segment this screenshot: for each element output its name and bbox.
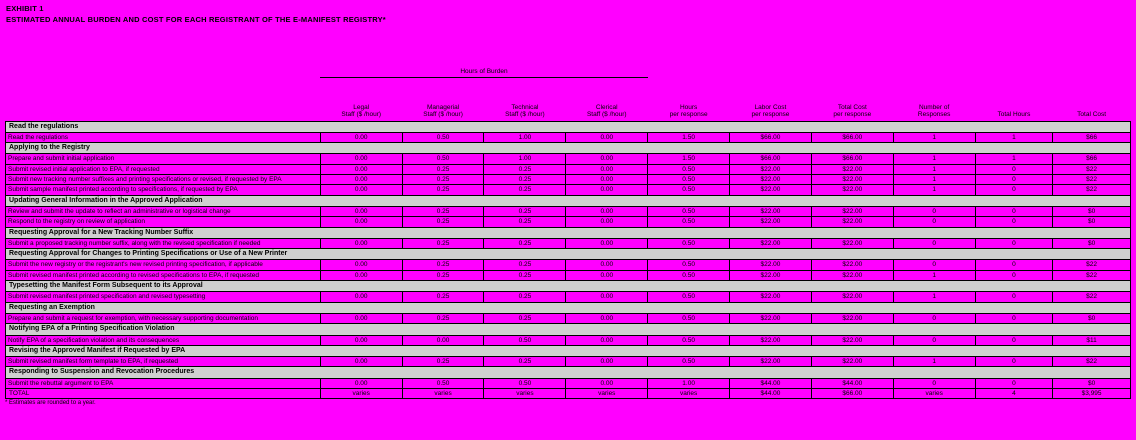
table-cell: 0.00 xyxy=(566,357,648,367)
table-cell: 0 xyxy=(975,175,1053,185)
table-section-label: Requesting Approval for a New Tracking Number Suffix xyxy=(6,227,1131,238)
table-cell: 0.00 xyxy=(566,292,648,302)
span-header-spacer-right xyxy=(648,34,1131,77)
table-row-label: Submit a proposed tracking number suffix, along with the revised specification if needed xyxy=(6,238,321,248)
table-row-label: Submit revised manifest printed according to revised specifications to EPA, if requested xyxy=(6,270,321,280)
table-cell: 0 xyxy=(975,238,1053,248)
column-header-row xyxy=(6,77,1131,121)
table-head xyxy=(6,34,1131,121)
table-cell: $3,995 xyxy=(1053,389,1131,399)
table-cell: 0.00 xyxy=(566,270,648,280)
table-cell: 1 xyxy=(893,175,975,185)
table-row xyxy=(6,206,1131,216)
table-cell: 0.25 xyxy=(402,313,484,323)
table-cell: 1 xyxy=(975,154,1053,164)
table-cell: $22 xyxy=(1053,292,1131,302)
table-row-label: Submit revised manifest form template to EPA, if requested xyxy=(6,357,321,367)
table-cell: 0.50 xyxy=(648,357,730,367)
exhibit-label: EXHIBIT 1 xyxy=(6,4,44,13)
table-cell: 1 xyxy=(893,164,975,174)
table-row-label: Notify EPA of a specification violation and its consequences xyxy=(6,335,321,345)
title-block xyxy=(0,0,1136,24)
table-cell: 0.00 xyxy=(566,132,648,142)
table-row-label: Submit new tracking number suffixes and printing specifications or revised, if requested by EPA xyxy=(6,175,321,185)
table-cell: 0.00 xyxy=(566,185,648,195)
table-cell: 0.00 xyxy=(566,238,648,248)
table-row xyxy=(6,238,1131,248)
table-cell: $0 xyxy=(1053,238,1131,248)
table-cell: $22.00 xyxy=(730,292,812,302)
table-cell: $22.00 xyxy=(730,357,812,367)
table-cell: 1 xyxy=(893,292,975,302)
table-cell: 0 xyxy=(975,185,1053,195)
table-cell: 0.50 xyxy=(648,292,730,302)
table-cell: $22.00 xyxy=(730,260,812,270)
table-cell: $22.00 xyxy=(811,292,893,302)
table-cell: 0.25 xyxy=(484,313,566,323)
table-cell: 0.25 xyxy=(484,185,566,195)
table-cell: 0.25 xyxy=(484,238,566,248)
col-header-number-of-responses: Number of Responses xyxy=(917,103,951,119)
table-cell: 0.25 xyxy=(484,292,566,302)
table-cell: 0.50 xyxy=(648,217,730,227)
table-cell: $22.00 xyxy=(811,175,893,185)
table-cell: 0.50 xyxy=(402,378,484,388)
table-section-label: Typesetting the Manifest Form Subsequent to its Approval xyxy=(6,281,1131,292)
table-cell: $22.00 xyxy=(730,335,812,345)
table-cell: 0.50 xyxy=(648,206,730,216)
table-cell: 1.00 xyxy=(648,378,730,388)
table-row-label: Submit sample manifest printed according to specifications, if requested by EPA xyxy=(6,185,321,195)
table-section-row xyxy=(6,195,1131,206)
table-cell: $22 xyxy=(1053,270,1131,280)
table-cell: 0 xyxy=(893,378,975,388)
table-row-label: Read the regulations xyxy=(6,132,321,142)
table-cell: 0.25 xyxy=(402,270,484,280)
table-cell: $44.00 xyxy=(811,378,893,388)
table-cell: 0.50 xyxy=(648,164,730,174)
table-cell: $22.00 xyxy=(730,270,812,280)
table-cell: $0 xyxy=(1053,206,1131,216)
table-cell: varies xyxy=(484,389,566,399)
table-cell: $66.00 xyxy=(811,132,893,142)
table-cell: 0.25 xyxy=(484,175,566,185)
table-cell: 0.25 xyxy=(484,217,566,227)
table-row xyxy=(6,313,1131,323)
table-cell: 0.25 xyxy=(402,260,484,270)
table-row xyxy=(6,154,1131,164)
table-section-label: Applying to the Registry xyxy=(6,143,1131,154)
table-cell: 0.00 xyxy=(566,175,648,185)
table-cell: 0.50 xyxy=(648,313,730,323)
table-cell: varies xyxy=(320,389,402,399)
table-cell: 0 xyxy=(893,206,975,216)
table-cell: $22.00 xyxy=(811,357,893,367)
table-cell: $22.00 xyxy=(811,313,893,323)
table-footnote: * Estimates are rounded to a year. xyxy=(5,400,96,407)
table-cell: 0.00 xyxy=(566,164,648,174)
table-cell: 1 xyxy=(893,154,975,164)
table-cell: varies xyxy=(566,389,648,399)
table-cell: $66 xyxy=(1053,154,1131,164)
table-cell: 1 xyxy=(893,185,975,195)
table-body xyxy=(6,121,1131,399)
table-cell: 0.00 xyxy=(320,175,402,185)
table-row xyxy=(6,292,1131,302)
table-cell: $22 xyxy=(1053,185,1131,195)
table-section-row xyxy=(6,345,1131,356)
table-cell: $22.00 xyxy=(730,185,812,195)
document-subtitle: ESTIMATED ANNUAL BURDEN AND COST FOR EACH REGISTRANT OF THE E-MANIFEST REGISTRY* xyxy=(6,15,386,24)
table-cell: 0.25 xyxy=(484,260,566,270)
table-cell: 1 xyxy=(893,132,975,142)
table-section-label: Requesting an Exemption xyxy=(6,302,1131,313)
table-cell: 0 xyxy=(975,270,1053,280)
col-header-activity xyxy=(6,77,321,121)
table-cell: 0.50 xyxy=(648,175,730,185)
table-row-label: Prepare and submit initial application xyxy=(6,154,321,164)
table-row-label: Submit the rebuttal argument to EPA xyxy=(6,378,321,388)
table-cell: 0.25 xyxy=(402,292,484,302)
table-section-row xyxy=(6,281,1131,292)
table-cell: 0.00 xyxy=(320,292,402,302)
table-cell: 0.50 xyxy=(484,378,566,388)
table-cell: 4 xyxy=(975,389,1053,399)
table-cell: 0.25 xyxy=(484,357,566,367)
table-row xyxy=(6,132,1131,142)
table-cell: 0 xyxy=(975,313,1053,323)
table-cell: 0.25 xyxy=(402,217,484,227)
table-cell: $66.00 xyxy=(811,389,893,399)
table-cell: 0.50 xyxy=(648,185,730,195)
table-cell: 0.50 xyxy=(648,238,730,248)
table-cell: 1.50 xyxy=(648,132,730,142)
table-cell: 0.25 xyxy=(402,357,484,367)
table-cell: 1 xyxy=(975,132,1053,142)
table-cell: $22.00 xyxy=(811,238,893,248)
table-cell: $66 xyxy=(1053,132,1131,142)
table-row xyxy=(6,378,1131,388)
table-row xyxy=(6,164,1131,174)
table-cell: $0 xyxy=(1053,378,1131,388)
table-row xyxy=(6,185,1131,195)
table-cell: varies xyxy=(648,389,730,399)
table-cell: $66.00 xyxy=(811,154,893,164)
table-section-label: Revising the Approved Manifest if Requested by EPA xyxy=(6,345,1131,356)
table-cell: $22.00 xyxy=(730,175,812,185)
table-cell: $22 xyxy=(1053,175,1131,185)
table-cell: 0.00 xyxy=(320,335,402,345)
table-cell: $22.00 xyxy=(811,217,893,227)
table-section-row xyxy=(6,121,1131,132)
table-row xyxy=(6,335,1131,345)
table-row-label: Submit revised initial application to EPA, if requested xyxy=(6,164,321,174)
table-cell: 0.00 xyxy=(320,238,402,248)
table-row xyxy=(6,217,1131,227)
table-cell: $22.00 xyxy=(811,260,893,270)
table-cell: 0 xyxy=(975,357,1053,367)
table-row-label: Respond to the registry on review of application xyxy=(6,217,321,227)
table-cell: $0 xyxy=(1053,313,1131,323)
table-cell: 0.25 xyxy=(402,206,484,216)
table-cell: $22.00 xyxy=(730,217,812,227)
table-cell: 0.00 xyxy=(320,260,402,270)
table-cell: 0.00 xyxy=(320,206,402,216)
table-cell: $0 xyxy=(1053,217,1131,227)
table-cell: 1.00 xyxy=(484,132,566,142)
table-cell: 0.50 xyxy=(648,335,730,345)
table-cell: 0.00 xyxy=(320,313,402,323)
table-cell: 0.00 xyxy=(566,378,648,388)
col-header-total-cost-per-response: Total Cost per response xyxy=(833,103,872,119)
table-cell: 0 xyxy=(975,292,1053,302)
table-cell: 0.50 xyxy=(484,335,566,345)
table-cell: 0.00 xyxy=(566,154,648,164)
table-cell: 1 xyxy=(893,357,975,367)
table-cell: 0.25 xyxy=(402,238,484,248)
table-cell: 0.50 xyxy=(402,132,484,142)
col-header-technical: Technical Staff ($ /hour) xyxy=(505,103,545,119)
table-cell: $22.00 xyxy=(811,206,893,216)
burden-cost-table xyxy=(5,34,1131,399)
col-header-total-hours: Total Hours xyxy=(997,111,1031,119)
table-cell: 0.00 xyxy=(320,164,402,174)
table-cell: 0.00 xyxy=(566,335,648,345)
table-cell: $22 xyxy=(1053,357,1131,367)
col-header-legal: Legal Staff ($ /hour) xyxy=(341,103,382,119)
col-header-hours-per-response: Hours per response xyxy=(669,103,708,119)
table-cell: 0 xyxy=(893,260,975,270)
table-section-row xyxy=(6,324,1131,335)
table-cell: 0.00 xyxy=(566,313,648,323)
table-cell: 0.50 xyxy=(648,270,730,280)
table-section-label: Read the regulations xyxy=(6,121,1131,132)
table-cell: $22.00 xyxy=(730,206,812,216)
table-cell: 0.00 xyxy=(566,260,648,270)
table-cell: $22.00 xyxy=(730,238,812,248)
col-header-managerial: Managerial Staff ($ /hour) xyxy=(423,103,463,119)
table-cell: 0 xyxy=(893,313,975,323)
table-cell: 0 xyxy=(975,335,1053,345)
table-cell: 0.00 xyxy=(320,185,402,195)
table-cell: 0.25 xyxy=(484,206,566,216)
table-row-label: TOTAL xyxy=(6,389,321,399)
table-cell: 0 xyxy=(975,164,1053,174)
table-cell: $22.00 xyxy=(730,313,812,323)
table-section-row xyxy=(6,302,1131,313)
table-cell: $22 xyxy=(1053,260,1131,270)
table-section-row xyxy=(6,249,1131,260)
table-row-label: Review and submit the update to reflect an administrative or logistical change xyxy=(6,206,321,216)
table-section-row xyxy=(6,227,1131,238)
table-cell: 0 xyxy=(893,335,975,345)
table-cell: $66.00 xyxy=(730,132,812,142)
table-cell: 0.00 xyxy=(566,217,648,227)
table-section-label: Requesting Approval for Changes to Printing Specifications or Use of a New Printer xyxy=(6,249,1131,260)
table-row-label: Submit revised manifest printed specification and revised typesetting xyxy=(6,292,321,302)
table-cell: $44.00 xyxy=(730,389,812,399)
table-cell: $22.00 xyxy=(730,164,812,174)
table-cell: $22 xyxy=(1053,164,1131,174)
table-cell: 0.00 xyxy=(320,132,402,142)
table-cell: 0.00 xyxy=(320,217,402,227)
col-header-total-cost: Total Cost xyxy=(1077,111,1107,119)
span-header-spacer xyxy=(6,34,321,77)
table-row xyxy=(6,357,1131,367)
table-row-label: Submit the new registry or the registrant's new revised printing specification, if applicable xyxy=(6,260,321,270)
table-cell: 0 xyxy=(975,260,1053,270)
table-cell: 0.25 xyxy=(402,164,484,174)
table-row xyxy=(6,270,1131,280)
table-cell: $22.00 xyxy=(811,270,893,280)
table-cell: $22.00 xyxy=(811,335,893,345)
table-section-row xyxy=(6,367,1131,378)
table-cell: 0.50 xyxy=(648,260,730,270)
table-cell: 0.25 xyxy=(484,270,566,280)
table-total-row xyxy=(6,389,1131,399)
table-section-label: Notifying EPA of a Printing Specification Violation xyxy=(6,324,1131,335)
table-cell: 0.25 xyxy=(402,175,484,185)
table-cell: 0.00 xyxy=(320,270,402,280)
table-cell: 1.50 xyxy=(648,154,730,164)
table-cell: $11 xyxy=(1053,335,1131,345)
table-section-row xyxy=(6,143,1131,154)
table-cell: $22.00 xyxy=(811,185,893,195)
table-row xyxy=(6,260,1131,270)
table-cell: $66.00 xyxy=(730,154,812,164)
table-cell: 0 xyxy=(975,378,1053,388)
span-header-row xyxy=(6,34,1131,77)
table-cell: 0.00 xyxy=(320,357,402,367)
col-header-clerical: Clerical Staff ($ /hour) xyxy=(586,103,627,119)
table-cell: $22.00 xyxy=(811,164,893,174)
table-section-label: Responding to Suspension and Revocation Procedures xyxy=(6,367,1131,378)
table-cell: 0.00 xyxy=(402,335,484,345)
table-cell: 0.00 xyxy=(320,378,402,388)
table-cell: 0 xyxy=(893,217,975,227)
table-section-label: Updating General Information in the Approved Application xyxy=(6,195,1131,206)
col-header-labor-cost-per-response: Labor Cost per response xyxy=(751,103,790,119)
table-cell: 0 xyxy=(893,238,975,248)
table-row xyxy=(6,175,1131,185)
table-cell: 0.00 xyxy=(566,206,648,216)
table-cell: 0.50 xyxy=(402,154,484,164)
table-cell: 0 xyxy=(975,206,1053,216)
table-cell: 1 xyxy=(893,270,975,280)
table-cell: 0.00 xyxy=(320,154,402,164)
table-cell: varies xyxy=(402,389,484,399)
table-row-label: Prepare and submit a request for exemption, with necessary supporting documentation xyxy=(6,313,321,323)
table-cell: 0.25 xyxy=(484,164,566,174)
table-cell: $44.00 xyxy=(730,378,812,388)
table-cell: 1.00 xyxy=(484,154,566,164)
table-cell: 0.25 xyxy=(402,185,484,195)
table-cell: varies xyxy=(893,389,975,399)
hours-of-burden-header: Hours of Burden xyxy=(320,34,647,77)
table-cell: 0 xyxy=(975,217,1053,227)
